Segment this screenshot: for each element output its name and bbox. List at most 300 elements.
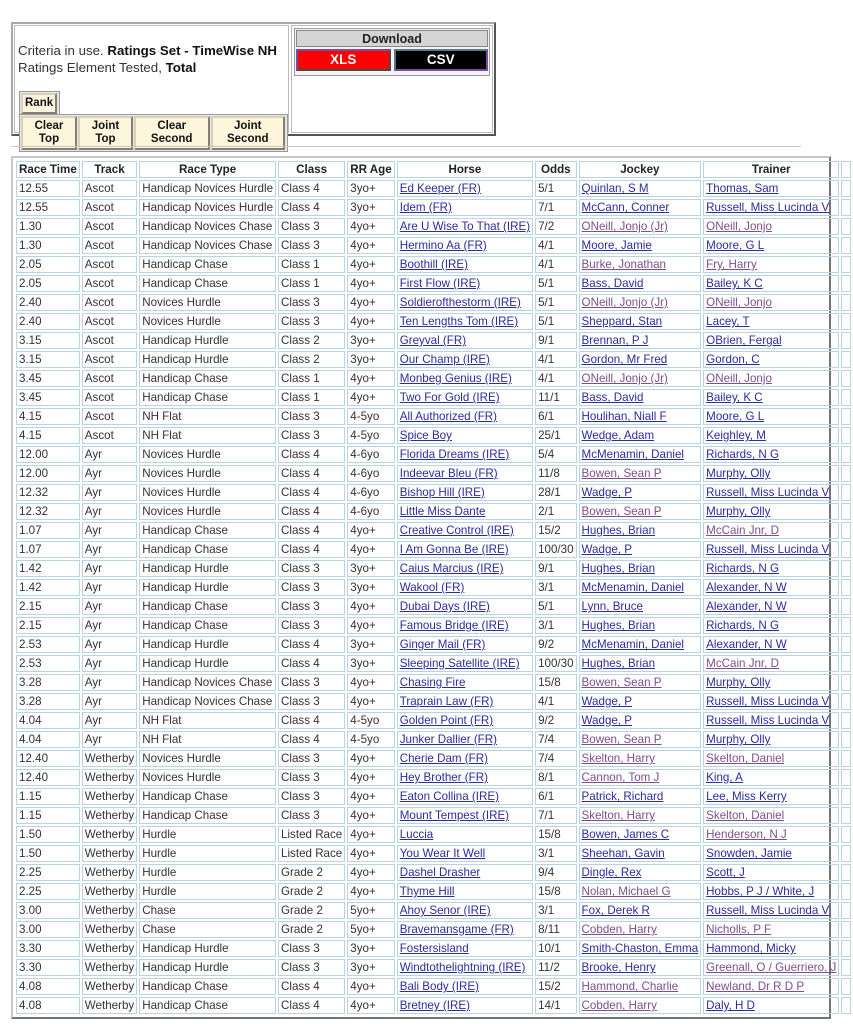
track-cell: Ascot	[82, 218, 137, 235]
class-cell: Class 4	[278, 712, 345, 729]
jockey-link[interactable]: ONeill, Jonjo (Jr)	[581, 372, 668, 385]
jockey-link[interactable]: ONeill, Jonjo (Jr)	[581, 220, 668, 233]
rr-age-cell: 3yo+	[347, 332, 394, 349]
extra-cell	[841, 541, 850, 558]
table-row	[16, 997, 851, 1014]
horse-link[interactable]: Idem (FR)	[399, 201, 452, 214]
horse-link[interactable]: Wakool (FR)	[399, 581, 465, 594]
trainer-link[interactable]: Moore, G L	[706, 239, 765, 252]
race-type-cell: Handicap Hurdle	[139, 332, 276, 349]
trainer-link[interactable]: Skelton, Daniel	[706, 752, 785, 765]
horse-cell	[397, 237, 533, 254]
jockey-link[interactable]: Cannon, Tom J	[581, 771, 660, 784]
trainer-link[interactable]: Newland, Dr R D P	[706, 980, 805, 993]
jockey-link[interactable]: McMenamin, Daniel	[581, 448, 684, 461]
horse-link[interactable]: Ginger Mail (FR)	[399, 638, 486, 651]
trainer-link[interactable]: Russell, Miss Lucinda V	[706, 695, 830, 708]
class-cell: Class 4	[278, 465, 345, 482]
jockey-link[interactable]: Hughes, Brian	[581, 562, 656, 575]
race-type-cell: Handicap Hurdle	[139, 351, 276, 368]
horse-link[interactable]: Golden Point (FR)	[399, 714, 494, 727]
trainer-link[interactable]: Russell, Miss Lucinda V	[706, 201, 830, 214]
horse-link[interactable]: Dubai Days (IRE)	[399, 600, 490, 613]
download-xls-button[interactable]: XLS	[296, 49, 391, 71]
download-csv-button[interactable]: CSV	[394, 49, 489, 71]
horse-link[interactable]: Mount Tempest (IRE)	[399, 809, 510, 822]
trainer-link[interactable]: Murphy, Olly	[706, 733, 771, 746]
jockey-link[interactable]: Gordon, Mr Fred	[581, 353, 668, 366]
horse-link[interactable]: Traprain Law (FR)	[399, 695, 494, 708]
trainer-link[interactable]: Bailey, K C	[706, 391, 763, 404]
track-cell: Ayr	[82, 693, 137, 710]
trainer-cell	[703, 636, 839, 653]
trainer-cell	[703, 750, 839, 767]
horse-cell	[397, 579, 533, 596]
horse-cell	[397, 294, 533, 311]
race-type-cell: Hurdle	[139, 826, 276, 843]
extra-cell	[841, 275, 850, 292]
horse-link[interactable]: Spice Boy	[399, 429, 452, 442]
track-cell: Ayr	[82, 484, 137, 501]
extra-cell	[841, 883, 850, 900]
trainer-link[interactable]: Alexander, N W	[706, 600, 787, 613]
horse-link[interactable]: Soldierofthestorm (IRE)	[399, 296, 521, 309]
jockey-link[interactable]: Hughes, Brian	[581, 524, 656, 537]
jockey-link[interactable]: Sheehan, Gavin	[581, 847, 665, 860]
race-type-cell: Handicap Hurdle	[139, 959, 276, 976]
table-row	[16, 294, 851, 311]
jockey-link[interactable]: Houlihan, Niall F	[581, 410, 667, 423]
jockey-link[interactable]: Hammond, Charlie	[581, 980, 679, 993]
jockey-link[interactable]: Burke, Jonathan	[581, 258, 666, 271]
table-row	[16, 275, 851, 292]
race-time-cell: 12.40	[16, 769, 80, 786]
jockey-link[interactable]: Wadge, P	[581, 543, 633, 556]
jockey-link[interactable]: Cobden, Harry	[581, 999, 657, 1012]
odds-cell: 5/1	[535, 598, 576, 615]
horse-link[interactable]: Bretney (IRE)	[399, 999, 470, 1012]
horse-link[interactable]: All Authorized (FR)	[399, 410, 498, 423]
trainer-link[interactable]: Gordon, C	[706, 353, 760, 366]
jockey-link[interactable]: Quinlan, S M	[581, 182, 649, 195]
horse-link[interactable]: Ahoy Senor (IRE)	[399, 904, 491, 917]
trainer-link[interactable]: Alexander, N W	[706, 581, 787, 594]
jockey-link[interactable]: Dingle, Rex	[581, 866, 642, 879]
trainer-link[interactable]: Skelton, Daniel	[706, 809, 785, 822]
trainer-cell	[703, 199, 839, 216]
class-cell: Class 1	[278, 389, 345, 406]
horse-link[interactable]: Hey Brother (FR)	[399, 771, 488, 784]
horse-cell	[397, 978, 533, 995]
horse-link[interactable]: Eaton Collina (IRE)	[399, 790, 499, 803]
table-row	[16, 408, 851, 425]
jockey-link[interactable]: McCann, Conner	[581, 201, 670, 214]
race-time-cell: 1.42	[16, 579, 80, 596]
jockey-cell	[579, 313, 702, 330]
horse-link[interactable]: Thyme Hill	[399, 885, 455, 898]
trainer-link[interactable]: ONeill, Jonjo	[706, 296, 772, 309]
class-cell: Class 3	[278, 959, 345, 976]
extra-cell	[841, 522, 850, 539]
trainer-cell	[703, 921, 839, 938]
jockey-link[interactable]: Bowen, James C	[581, 828, 670, 841]
horse-cell	[397, 389, 533, 406]
jockey-link[interactable]: Wadge, P	[581, 695, 633, 708]
odds-cell: 4/1	[535, 370, 576, 387]
jockey-cell	[579, 902, 702, 919]
element-value: Total	[165, 60, 197, 75]
race-type-cell: NH Flat	[139, 408, 276, 425]
trainer-link[interactable]: Snowden, Jamie	[706, 847, 792, 860]
trainer-link[interactable]: ONeill, Jonjo	[706, 220, 772, 233]
horse-link[interactable]: Famous Bridge (IRE)	[399, 619, 509, 632]
rr-age-cell: 4yo+	[347, 978, 394, 995]
trainer-link[interactable]: Russell, Miss Lucinda V	[706, 486, 830, 499]
odds-cell: 10/1	[535, 940, 576, 957]
trainer-link[interactable]: Russell, Miss Lucinda V	[706, 904, 830, 917]
trainer-link[interactable]: Bailey, K C	[706, 277, 763, 290]
jockey-link[interactable]: Wedge, Adam	[581, 429, 655, 442]
jockey-link[interactable]: Bowen, Sean P	[581, 676, 662, 689]
table-row	[16, 180, 851, 197]
table-row	[16, 693, 851, 710]
trainer-link[interactable]: Lee, Miss Kerry	[706, 790, 787, 803]
horse-link[interactable]: Caius Marcius (IRE)	[399, 562, 504, 575]
trainer-link[interactable]: Keighley, M	[706, 429, 766, 442]
horse-link[interactable]: Dashel Drasher	[399, 866, 481, 879]
class-cell: Listed Race	[278, 845, 345, 862]
class-cell: Class 3	[278, 313, 345, 330]
class-cell: Class 3	[278, 218, 345, 235]
odds-cell: 7/2	[535, 218, 576, 235]
horse-link[interactable]: Florida Dreams (IRE)	[399, 448, 510, 461]
horse-cell	[397, 351, 533, 368]
horse-link[interactable]: Hermino Aa (FR)	[399, 239, 487, 252]
extra-cell	[841, 997, 850, 1014]
rr-age-cell: 4yo+	[347, 674, 394, 691]
horse-link[interactable]: Little Miss Dante	[399, 505, 486, 518]
jockey-link[interactable]: Cobden, Harry	[581, 923, 657, 936]
odds-cell: 9/2	[535, 712, 576, 729]
trainer-link[interactable]: McCain Jnr, D	[706, 657, 779, 670]
race-type-cell: Hurdle	[139, 883, 276, 900]
race-type-cell: NH Flat	[139, 427, 276, 444]
trainer-link[interactable]: Fry, Harry	[706, 258, 757, 271]
odds-cell: 15/8	[535, 674, 576, 691]
race-type-cell: Handicap Chase	[139, 522, 276, 539]
table-row	[16, 522, 851, 539]
class-cell: Class 1	[278, 256, 345, 273]
trainer-cell	[703, 294, 839, 311]
trainer-link[interactable]: Thomas, Sam	[706, 182, 779, 195]
race-type-cell: Handicap Novices Hurdle	[139, 180, 276, 197]
race-time-cell: 3.28	[16, 674, 80, 691]
trainer-link[interactable]: King, A	[706, 771, 743, 784]
race-time-cell: 2.53	[16, 636, 80, 653]
trainer-link[interactable]: Henderson, N J	[706, 828, 787, 841]
horse-link[interactable]: Boothill (IRE)	[399, 258, 469, 271]
race-time-cell: 2.15	[16, 617, 80, 634]
rr-age-cell: 4-6yo	[347, 446, 394, 463]
class-cell: Class 3	[278, 674, 345, 691]
class-cell: Class 1	[278, 275, 345, 292]
trainer-link[interactable]: Daly, H D	[706, 999, 755, 1012]
track-cell: Wetherby	[82, 997, 137, 1014]
trainer-link[interactable]: Greenall, O / Guerriero, J	[706, 961, 837, 974]
jockey-link[interactable]: Bass, David	[581, 391, 644, 404]
horse-cell	[397, 883, 533, 900]
trainer-link[interactable]: ONeill, Jonjo	[706, 372, 772, 385]
extra-cell	[841, 845, 850, 862]
jockey-cell	[579, 389, 702, 406]
race-time-cell: 4.08	[16, 997, 80, 1014]
track-cell: Ascot	[82, 389, 137, 406]
jockey-link[interactable]: McMenamin, Daniel	[581, 638, 684, 651]
jockey-cell	[579, 199, 702, 216]
jockey-link[interactable]: Moore, Jamie	[581, 239, 652, 252]
horse-link[interactable]: Indeevar Bleu (FR)	[399, 467, 498, 480]
rr-age-cell: 4yo+	[347, 256, 394, 273]
horse-link[interactable]: Ten Lengths Tom (IRE)	[399, 315, 519, 328]
odds-cell: 11/2	[535, 959, 576, 976]
jockey-link[interactable]: Brooke, Henry	[581, 961, 656, 974]
race-type-cell: Handicap Chase	[139, 997, 276, 1014]
odds-cell: 5/1	[535, 313, 576, 330]
table-row	[16, 902, 851, 919]
extra-cell	[841, 218, 850, 235]
class-cell: Class 4	[278, 731, 345, 748]
rr-age-cell: 5yo+	[347, 921, 394, 938]
horse-link[interactable]: Fostersisland	[399, 942, 469, 955]
jockey-link[interactable]: Lynn, Bruce	[581, 600, 643, 613]
horse-cell	[397, 560, 533, 577]
jockey-link[interactable]: Sheppard, Stan	[581, 315, 663, 328]
table-row	[16, 826, 851, 843]
jockey-cell	[579, 693, 702, 710]
table-row	[16, 674, 851, 691]
horse-link[interactable]: Monbeg Genius (IRE)	[399, 372, 512, 385]
horse-link[interactable]: Two For Gold (IRE)	[399, 391, 500, 404]
trainer-link[interactable]: Murphy, Olly	[706, 505, 771, 518]
trainer-link[interactable]: Moore, G L	[706, 410, 765, 423]
trainer-cell	[703, 712, 839, 729]
rr-age-cell: 4-6yo	[347, 503, 394, 520]
table-row	[16, 598, 851, 615]
horse-link[interactable]: First Flow (IRE)	[399, 277, 481, 290]
trainer-link[interactable]: Russell, Miss Lucinda V	[706, 543, 830, 556]
extra-cell	[841, 731, 850, 748]
horse-link[interactable]: Bravemansgame (FR)	[399, 923, 514, 936]
horse-link[interactable]: Greyval (FR)	[399, 334, 467, 347]
extra-cell	[841, 313, 850, 330]
jockey-link[interactable]: Wadge, P	[581, 714, 633, 727]
jockey-link[interactable]: Patrick, Richard	[581, 790, 664, 803]
trainer-cell	[703, 674, 839, 691]
jockey-link[interactable]: Nolan, Michael G	[581, 885, 671, 898]
rank-button[interactable]: Rank	[21, 93, 57, 114]
criteria-info	[14, 25, 289, 145]
race-time-cell: 12.55	[16, 199, 80, 216]
jockey-cell	[579, 180, 702, 197]
header-class: Class	[278, 161, 345, 178]
horse-link[interactable]: Bali Body (IRE)	[399, 980, 479, 993]
horse-cell	[397, 959, 533, 976]
horse-link[interactable]: Ed Keeper (FR)	[399, 182, 481, 195]
race-type-cell: Handicap Hurdle	[139, 655, 276, 672]
jockey-cell	[579, 484, 702, 501]
trainer-link[interactable]: Alexander, N W	[706, 638, 787, 651]
trainer-cell	[703, 769, 839, 786]
table-row	[16, 256, 851, 273]
race-time-cell: 3.00	[16, 902, 80, 919]
horse-cell	[397, 427, 533, 444]
horse-cell	[397, 598, 533, 615]
jockey-link[interactable]: Bowen, Sean P	[581, 733, 662, 746]
horse-cell	[397, 275, 533, 292]
track-cell: Ayr	[82, 712, 137, 729]
clear-second-button[interactable]: Clear Second	[134, 116, 210, 150]
class-cell: Class 4	[278, 446, 345, 463]
odds-cell: 11/1	[535, 389, 576, 406]
jockey-cell	[579, 351, 702, 368]
download-title: Download	[296, 30, 488, 47]
rr-age-cell: 3yo+	[347, 560, 394, 577]
trainer-link[interactable]: McCain Jnr, D	[706, 524, 779, 537]
extra-cell	[841, 256, 850, 273]
odds-cell: 9/1	[535, 332, 576, 349]
race-type-cell: Handicap Chase	[139, 275, 276, 292]
class-cell: Class 4	[278, 655, 345, 672]
trainer-link[interactable]: Hammond, Micky	[706, 942, 796, 955]
odds-cell: 3/1	[535, 579, 576, 596]
track-cell: Wetherby	[82, 883, 137, 900]
trainer-link[interactable]: Murphy, Olly	[706, 676, 771, 689]
horse-link[interactable]: You Wear It Well	[399, 847, 486, 860]
horse-cell	[397, 446, 533, 463]
jockey-cell	[579, 750, 702, 767]
class-cell: Class 2	[278, 332, 345, 349]
jockey-cell	[579, 256, 702, 273]
rr-age-cell: 4-5yo	[347, 408, 394, 425]
joint-top-button[interactable]: Joint Top	[78, 116, 133, 150]
jockey-link[interactable]: Bass, David	[581, 277, 644, 290]
horse-link[interactable]: Bishop Hill (IRE)	[399, 486, 485, 499]
trainer-link[interactable]: Richards, N G	[706, 619, 779, 632]
rr-age-cell: 4yo+	[347, 693, 394, 710]
table-row	[16, 351, 851, 368]
track-cell: Wetherby	[82, 921, 137, 938]
clear-top-button[interactable]: Clear Top	[21, 116, 77, 150]
track-cell: Ayr	[82, 655, 137, 672]
header-race-time: Race Time	[16, 161, 80, 178]
trainer-cell	[703, 940, 839, 957]
odds-cell: 8/1	[535, 769, 576, 786]
jockey-link[interactable]: Hughes, Brian	[581, 657, 656, 670]
trainer-link[interactable]: Richards, N G	[706, 448, 779, 461]
table-row	[16, 541, 851, 558]
race-time-cell: 3.30	[16, 959, 80, 976]
jockey-link[interactable]: Skelton, Harry	[581, 809, 655, 822]
trainer-link[interactable]: Russell, Miss Lucinda V	[706, 714, 830, 727]
horse-cell	[397, 180, 533, 197]
horse-cell	[397, 864, 533, 881]
race-time-cell: 2.05	[16, 275, 80, 292]
rr-age-cell: 3yo+	[347, 959, 394, 976]
trainer-link[interactable]: Murphy, Olly	[706, 467, 771, 480]
jockey-link[interactable]: Smith-Chaston, Emma	[581, 942, 699, 955]
horse-link[interactable]: Are U Wise To That (IRE)	[399, 220, 531, 233]
trainer-link[interactable]: Hobbs, P J / White, J	[706, 885, 815, 898]
joint-second-button[interactable]: Joint Second	[211, 116, 285, 150]
horse-link[interactable]: Creative Control (IRE)	[399, 524, 514, 537]
rr-age-cell: 4yo+	[347, 826, 394, 843]
table-header-row	[16, 161, 851, 178]
criteria-text	[18, 42, 277, 76]
horse-link[interactable]: Luccia	[399, 828, 434, 841]
odds-cell: 100/30	[535, 541, 576, 558]
race-time-cell: 12.32	[16, 503, 80, 520]
extra-cell	[841, 503, 850, 520]
jockey-cell	[579, 674, 702, 691]
jockey-link[interactable]: Wadge, P	[581, 486, 633, 499]
jockey-cell	[579, 446, 702, 463]
extra-cell	[841, 370, 850, 387]
table-row	[16, 313, 851, 330]
jockey-link[interactable]: McMenamin, Daniel	[581, 581, 684, 594]
horse-link[interactable]: Chasing Fire	[399, 676, 466, 689]
jockey-link[interactable]: ONeill, Jonjo (Jr)	[581, 296, 668, 309]
jockey-link[interactable]: Fox, Derek R	[581, 904, 650, 917]
trainer-link[interactable]: Richards, N G	[706, 562, 779, 575]
rr-age-cell: 4yo+	[347, 541, 394, 558]
horse-link[interactable]: Sleeping Satellite (IRE)	[399, 657, 520, 670]
horse-link[interactable]: Cherie Dam (FR)	[399, 752, 488, 765]
horse-link[interactable]: Windtothelightning (IRE)	[399, 961, 526, 974]
class-cell: Class 4	[278, 636, 345, 653]
extra-cell	[841, 351, 850, 368]
track-cell: Ascot	[82, 180, 137, 197]
race-type-cell: Chase	[139, 902, 276, 919]
class-cell: Class 4	[278, 997, 345, 1014]
jockey-link[interactable]: Hughes, Brian	[581, 619, 656, 632]
rr-age-cell: 3yo+	[347, 636, 394, 653]
element-prefix: Ratings Element Tested,	[18, 60, 166, 75]
trainer-link[interactable]: Nicholls, P F	[706, 923, 772, 936]
horse-link[interactable]: Junker Dallier (FR)	[399, 733, 497, 746]
jockey-link[interactable]: Skelton, Harry	[581, 752, 655, 765]
extra-cell	[841, 959, 850, 976]
trainer-link[interactable]: OBrien, Fergal	[706, 334, 782, 347]
horse-link[interactable]: Our Champ (IRE)	[399, 353, 490, 366]
class-cell: Class 3	[278, 769, 345, 786]
horse-link[interactable]: I Am Gonna Be (IRE)	[399, 543, 509, 556]
jockey-link[interactable]: Bowen, Sean P	[581, 467, 662, 480]
table-row	[16, 560, 851, 577]
jockey-link[interactable]: Brennan, P J	[581, 334, 649, 347]
race-time-cell: 1.07	[16, 522, 80, 539]
trainer-cell	[703, 332, 839, 349]
trainer-link[interactable]: Scott, J	[706, 866, 745, 879]
rr-age-cell: 4yo+	[347, 997, 394, 1014]
odds-cell: 7/1	[535, 199, 576, 216]
jockey-cell	[579, 579, 702, 596]
jockey-link[interactable]: Bowen, Sean P	[581, 505, 662, 518]
race-type-cell: Handicap Hurdle	[139, 940, 276, 957]
horse-cell	[397, 902, 533, 919]
horse-cell	[397, 807, 533, 824]
trainer-link[interactable]: Lacey, T	[706, 315, 750, 328]
horse-cell	[397, 313, 533, 330]
